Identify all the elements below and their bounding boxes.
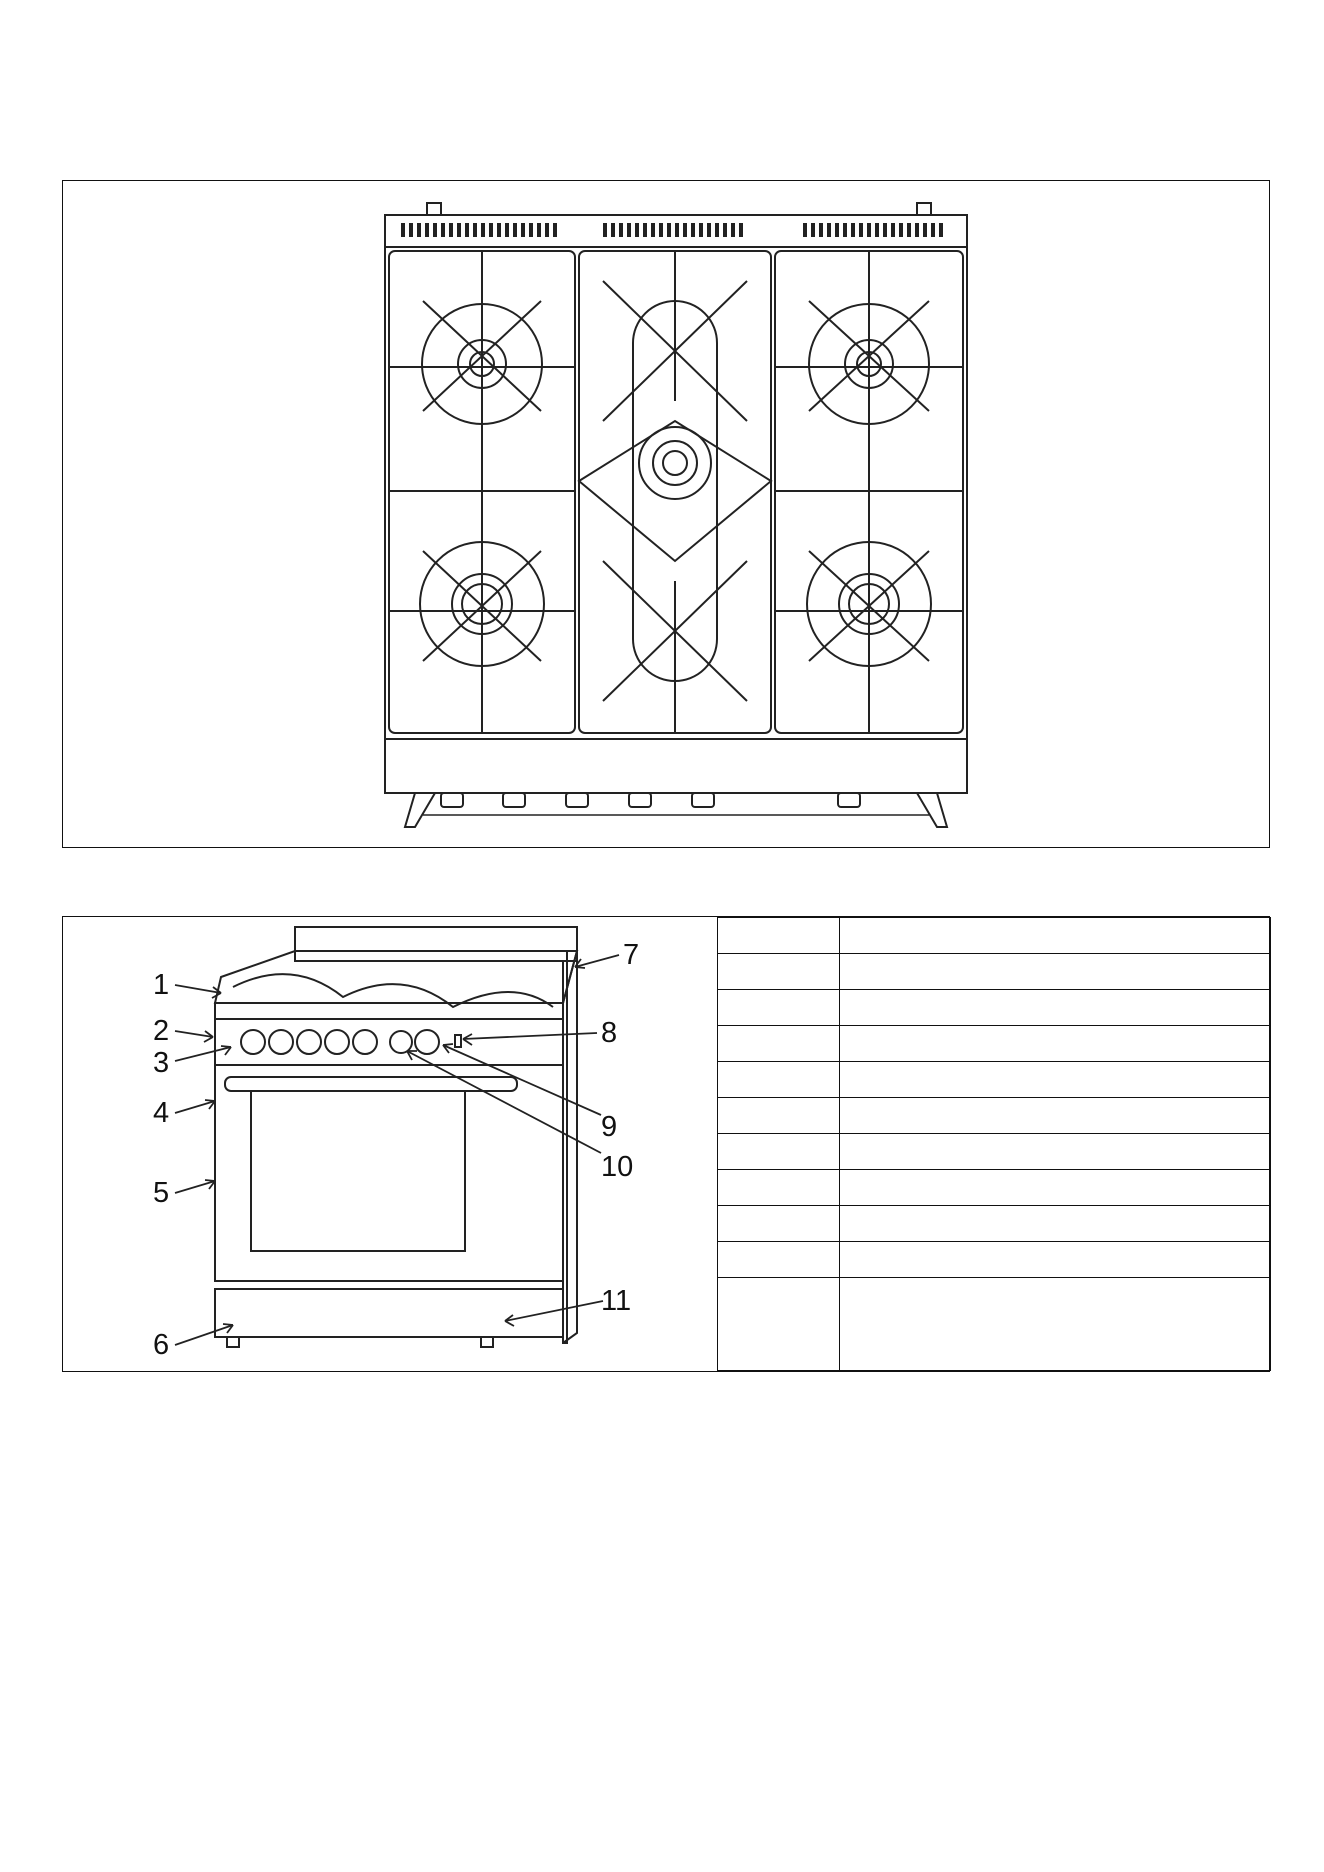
table-row (718, 1062, 1271, 1098)
part-name-cell (840, 918, 1271, 954)
callout-4: 4 (153, 1097, 170, 1129)
callout-8: 8 (601, 1017, 618, 1049)
table-row (718, 1242, 1271, 1278)
part-name-cell (840, 1206, 1271, 1242)
part-number-cell (718, 1278, 840, 1371)
callout-10: 10 (601, 1151, 634, 1183)
callout-1: 1 (153, 969, 170, 1001)
table-row (718, 1170, 1271, 1206)
callout-7: 7 (623, 939, 640, 971)
part-number-cell (718, 918, 840, 954)
table-row (718, 990, 1271, 1026)
part-number-cell (718, 1098, 840, 1134)
part-number-cell (718, 1062, 840, 1098)
part-name-cell (840, 1278, 1271, 1371)
table-row (718, 1206, 1271, 1242)
table-row (718, 1134, 1271, 1170)
range-front-view-figure (62, 916, 1270, 1372)
control-knobs (241, 1030, 461, 1054)
part-number-cell (718, 1026, 840, 1062)
part-number-cell (718, 1206, 840, 1242)
part-name-cell (840, 1242, 1271, 1278)
part-name-cell (840, 1026, 1271, 1062)
table-row (718, 954, 1271, 990)
part-name-cell (840, 954, 1271, 990)
part-number-cell (718, 954, 840, 990)
part-number-cell (718, 1242, 840, 1278)
table-row (718, 1278, 1271, 1371)
part-name-cell (840, 1062, 1271, 1098)
part-number-cell (718, 990, 840, 1026)
part-name-cell (840, 1170, 1271, 1206)
part-name-cell (840, 990, 1271, 1026)
cooktop-top-view-drawing (63, 181, 1271, 849)
parts-table (717, 917, 1271, 1371)
table-row (718, 918, 1271, 954)
callout-9: 9 (601, 1111, 618, 1143)
callout-3: 3 (153, 1047, 170, 1079)
callout-11: 11 (601, 1285, 632, 1317)
part-number-cell (718, 1134, 840, 1170)
part-number-cell (718, 1170, 840, 1206)
table-row (718, 1026, 1271, 1062)
table-row (718, 1098, 1271, 1134)
knob-row (441, 793, 860, 807)
cooktop-top-view-figure (62, 180, 1270, 848)
callout-2: 2 (153, 1015, 170, 1047)
callout-6: 6 (153, 1329, 170, 1361)
part-name-cell (840, 1098, 1271, 1134)
callout-5: 5 (153, 1177, 170, 1209)
part-name-cell (840, 1134, 1271, 1170)
